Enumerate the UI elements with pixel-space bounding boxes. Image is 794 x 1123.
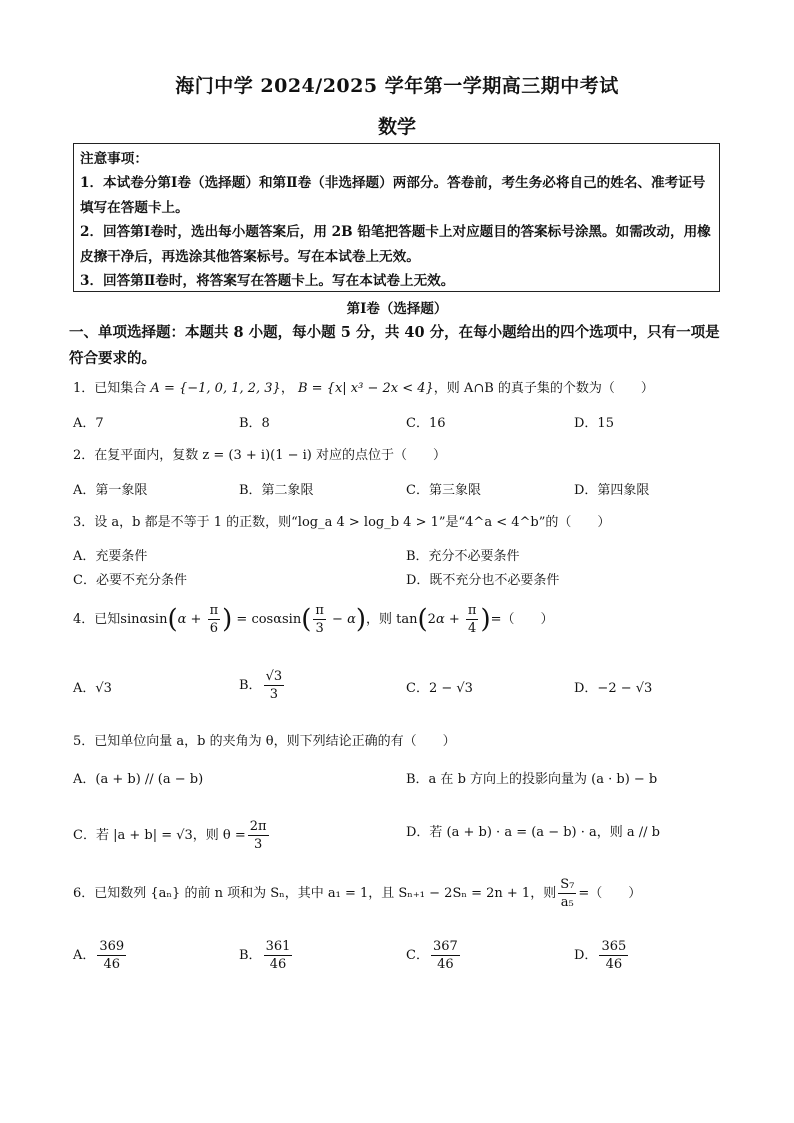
q5-option-b: B．a 在 b 方向上的投影向量为 (a · b) − b [406, 772, 658, 787]
q2-option-a: A．第一象限 [73, 483, 148, 498]
q4-option-c: C．2 − √3 [406, 681, 473, 696]
question-5: 5．已知单位向量 a，b 的夹角为 θ，则下列结论正确的有（ ） [73, 734, 456, 749]
q6-option-c: C． $\frac{367}{46}$ [406, 939, 458, 972]
notice-item-1: 1．本试卷分第Ⅰ卷（选择题）和第Ⅱ卷（非选择题）两部分。答卷前，考生务必将自己的姓名、准考证号填写在答题卡上。 [80, 175, 706, 216]
q6-option-d: D． $\frac{365}{46}$ [574, 939, 627, 972]
q2-option-c: C．第三象限 [406, 483, 481, 498]
exam-title: 海门中学 2024/2025 学年第一学期高三期中考试 [175, 75, 619, 97]
question-6: 6．已知数列 {aₙ} 的前 n 项和为 Sₙ，其中 a₁ = 1，且 Sₙ₊₁ − 2Sₙ = 2n + 1，则 $\frac{\text{S₇}}{\text{a₅}}$ =（ ） [73, 877, 642, 910]
q1-option-b: B．8 [239, 416, 270, 431]
question-4: 4．已知sinαsin(α + $\frac{\pi}{6}$ ) = cosαsin( $\frac{\pi}{3}$ − α)，则 tan(2α + $\frac{\pi}{4}$ )=（ ） [73, 603, 554, 636]
q3-option-c: C．必要不充分条件 [73, 573, 187, 588]
notice-item-3: 3．回答第Ⅱ卷时，将答案写在答题卡上。写在本试卷上无效。 [80, 273, 455, 290]
q4-frac-pi-4: $\frac{\pi}{4}$ [467, 603, 477, 636]
notice-box [73, 143, 720, 292]
notice-item-2: 2．回答第Ⅰ卷时，选出每小题答案后，用 2B 铅笔把答题卡上对应题目的答案标号涂黑。如需改动，用橡皮擦干净后，再选涂其他答案标号。写在本试卷上无效。 [80, 224, 711, 265]
notice-heading: 注意事项： [80, 151, 148, 167]
exam-subject: 数学 [377, 116, 416, 138]
q4-option-d: D．−2 − √3 [574, 681, 653, 696]
q3-option-d: D．既不充分也不必要条件 [406, 573, 560, 588]
section-title: 第Ⅰ卷（选择题） [346, 301, 448, 317]
question-1: 1．已知集合 A = {−1, 0, 1, 2, 3}， B = {x| x³ − 2x < 4}，则 A∩B 的真子集的个数为（ ） [73, 381, 654, 396]
q4-frac-pi-6: $\frac{\pi}{6}$ [209, 603, 219, 636]
q6-option-a: A． $\frac{369}{46}$ [73, 939, 125, 972]
q1-option-a: A．7 [73, 416, 104, 431]
q4-option-a: A．√3 [73, 681, 112, 696]
q6-option-b: B． $\frac{361}{46}$ [239, 939, 291, 972]
q6-frac-s7-a5: $\frac{\text{S₇}}{\text{a₅}}$ [560, 877, 575, 910]
question-3: 3．设 a，b 都是不等于 1 的正数，则“log_a 4 > log_b 4 > 1”是“4^a < 4^b”的（ ） [73, 515, 611, 530]
q5-option-a: A．(a + b) // (a − b) [73, 772, 204, 787]
q4-option-b: B． $\frac{√3}{3}$ [239, 669, 283, 702]
part-one-instructions: 一、单项选择题：本题共 8 小题，每小题 5 分，共 40 分，在每小题给出的四个选项中，只有一项是符合要求的。 [69, 324, 720, 367]
q5-option-c: C．若 |a + b| = √3，则 θ = $\frac{2\pi}{3}$ [73, 819, 267, 852]
question-2: 2．在复平面内，复数 z = (3 + i)(1 − i) 对应的点位于（ ） [73, 448, 447, 463]
q2-option-b: B．第二象限 [239, 483, 314, 498]
q1-option-d: D．15 [574, 416, 614, 431]
q4-frac-pi-3: $\frac{\pi}{3}$ [315, 603, 324, 636]
q3-option-a: A．充要条件 [73, 549, 148, 564]
q3-option-b: B．充分不必要条件 [406, 549, 520, 564]
q1-option-c: C．16 [406, 416, 446, 431]
q5-option-d: D．若 (a + b) · a = (a − b) · a，则 a // b [406, 825, 660, 840]
q2-option-d: D．第四象限 [574, 483, 650, 498]
